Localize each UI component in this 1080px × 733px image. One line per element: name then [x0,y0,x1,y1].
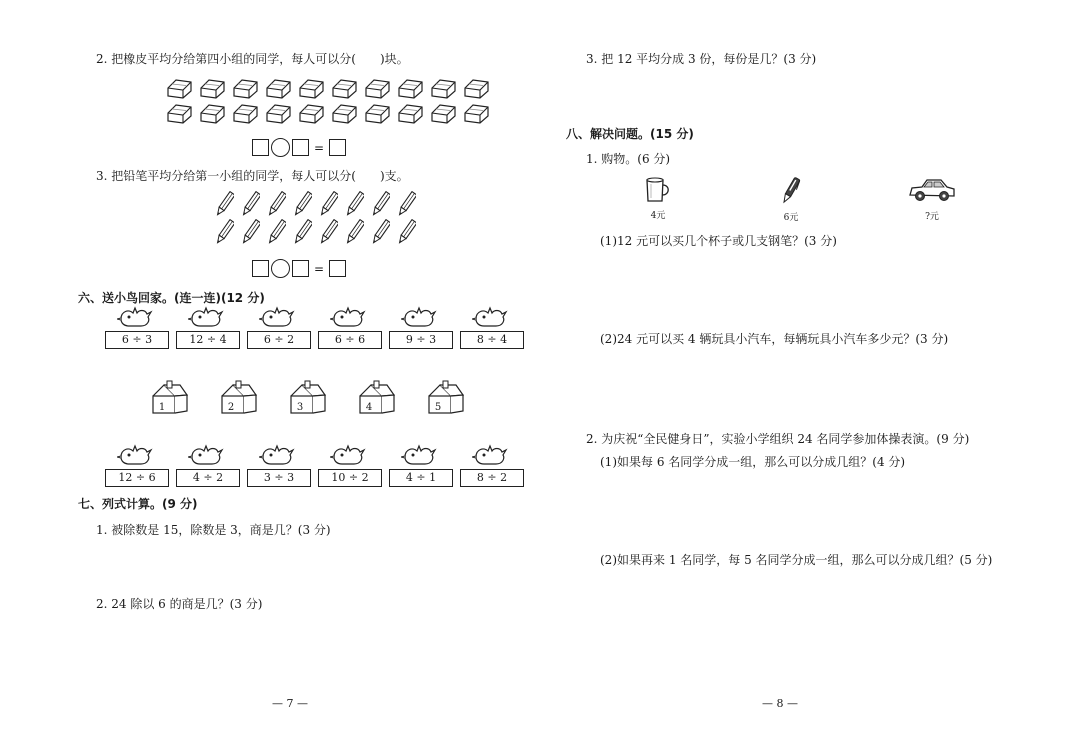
pencil-icon [320,191,338,217]
eraser-icon [364,76,391,100]
eraser-icon [166,76,193,100]
bird-icon [259,443,295,467]
equals-sign: = [314,140,325,155]
bird-icon [401,443,437,467]
bird-icon [330,305,366,329]
bird-icon [117,443,153,467]
house[interactable] [426,380,466,414]
bird-card[interactable] [318,305,382,349]
bird-icon [472,305,508,329]
eraser-icon [430,76,457,100]
house-number: 3 [296,402,304,413]
bird-division-label: 12 ÷ 4 [176,331,240,349]
bird-icon [401,305,437,329]
shopping-subquestion-1: (1)12 元可以买几个杯子或几支钢笔？(3 分) [600,234,837,248]
eraser-icon [364,101,391,125]
pen-icon [778,174,804,206]
gymnastics-question: 2. 为庆祝“全民健身日”，实验小学组织 24 名同学参加体操表演。(9 分) [586,432,970,446]
pencil-icon [294,191,312,217]
pencil-icon [242,191,260,217]
answer-box[interactable] [329,139,346,156]
shop-item-cup [641,176,675,221]
eraser-icon [463,76,490,100]
pencil-icon [216,219,234,245]
answer-box[interactable] [329,260,346,277]
gymnastics-subquestion-1: (1)如果每 6 名同学分成一组，那么可以分成几组？(4 分) [600,455,906,469]
bird-card[interactable] [105,305,169,349]
eraser-icon [397,76,424,100]
cup-price: 4元 [650,211,666,221]
answer-box[interactable] [292,260,309,277]
house[interactable] [288,380,328,414]
section-6-title: 六、送小鸟回家。(连一连)(12 分) [78,291,265,305]
division-expression-blank-2 [252,259,346,278]
operator-circle[interactable] [271,259,290,278]
bird-division-label: 6 ÷ 2 [247,331,311,349]
question-3-right: 3. 把 12 平均分成 3 份，每份是几？(3 分) [586,52,817,66]
eraser-icon [166,101,193,125]
bird-card[interactable] [389,443,453,487]
equals-sign: = [314,261,325,276]
house[interactable] [150,380,190,414]
bird-card[interactable] [176,443,240,487]
eraser-icon [199,76,226,100]
division-expression-blank-1 [252,138,346,157]
bird-card[interactable] [176,305,240,349]
eraser-icon [199,101,226,125]
pencil-row [216,191,424,217]
bird-card[interactable] [460,443,524,487]
shopping-subquestion-2: (2)24 元可以买 4 辆玩具小汽车，每辆玩具小汽车多少元？(3 分) [600,332,949,346]
house[interactable] [219,380,259,414]
pencil-icon [320,219,338,245]
pencil-row [216,219,424,245]
shopping-question: 1. 购物。(6 分) [586,152,671,166]
house-number: 5 [434,402,442,413]
answer-box[interactable] [292,139,309,156]
eraser-row [166,76,496,100]
pencil-icon [216,191,234,217]
pencil-icon [346,191,364,217]
operator-circle[interactable] [271,138,290,157]
pencil-icon [398,219,416,245]
section-7-title: 七、列式计算。(9 分) [78,497,198,511]
bird-icon [472,443,508,467]
eraser-icon [430,101,457,125]
pencil-icon [372,191,390,217]
eraser-icon [298,101,325,125]
eraser-icon [397,101,424,125]
answer-box[interactable] [252,260,269,277]
bird-icon [188,443,224,467]
house-number: 1 [158,402,166,413]
eraser-icon [331,101,358,125]
pencil-icon [242,219,260,245]
cup-icon [643,176,673,204]
eraser-icon [298,76,325,100]
bird-division-label: 4 ÷ 1 [389,469,453,487]
bird-division-label: 3 ÷ 3 [247,469,311,487]
bird-division-label: 8 ÷ 4 [460,331,524,349]
bird-division-label: 9 ÷ 3 [389,331,453,349]
section-7-question-2: 2. 24 除以 6 的商是几？(3 分) [96,597,263,611]
section-8-title: 八、解决问题。(15 分) [566,127,694,141]
shop-item-toy-car [906,175,958,222]
answer-box[interactable] [252,139,269,156]
shop-item-pen [776,174,806,223]
toy-car-price: ?元 [925,212,939,222]
bird-icon [330,443,366,467]
pencil-icon [372,219,390,245]
eraser-icon [232,76,259,100]
eraser-icon [331,76,358,100]
bird-division-label: 10 ÷ 2 [318,469,382,487]
pencil-icon [294,219,312,245]
page-number-left: — 7 — [272,697,308,710]
bird-division-label: 8 ÷ 2 [460,469,524,487]
bird-card[interactable] [247,305,311,349]
bird-division-label: 4 ÷ 2 [176,469,240,487]
bird-icon [188,305,224,329]
pencil-icon [268,219,286,245]
bird-division-label: 12 ÷ 6 [105,469,169,487]
question-2-eraser: 2. 把橡皮平均分给第四小组的同学，每人可以分( )块。 [96,52,409,66]
section-7-question-1: 1. 被除数是 15，除数是 3，商是几？(3 分) [96,523,331,537]
bird-card[interactable] [105,443,169,487]
eraser-icon [463,101,490,125]
gymnastics-subquestion-2: (2)如果再来 1 名同学，每 5 名同学分成一组，那么可以分成几组？(5 分) [600,553,993,567]
pencil-icon [268,191,286,217]
eraser-icon [265,101,292,125]
bird-card[interactable] [460,305,524,349]
eraser-icon [265,76,292,100]
bird-icon [259,305,295,329]
page-number-right: — 8 — [762,697,798,710]
pen-price: 6元 [783,213,799,223]
pencil-icon [398,191,416,217]
bird-icon [117,305,153,329]
eraser-icon [232,101,259,125]
question-3-pencil: 3. 把铅笔平均分给第一小组的同学，每人可以分( )支。 [96,169,409,183]
bird-card[interactable] [318,443,382,487]
bird-card[interactable] [389,305,453,349]
bird-division-label: 6 ÷ 6 [318,331,382,349]
pencil-icon [346,219,364,245]
house-number: 2 [227,402,235,413]
bird-division-label: 6 ÷ 3 [105,331,169,349]
house-number: 4 [365,402,373,413]
toy-car-icon [907,175,957,205]
eraser-row [166,101,496,125]
house[interactable] [357,380,397,414]
bird-card[interactable] [247,443,311,487]
